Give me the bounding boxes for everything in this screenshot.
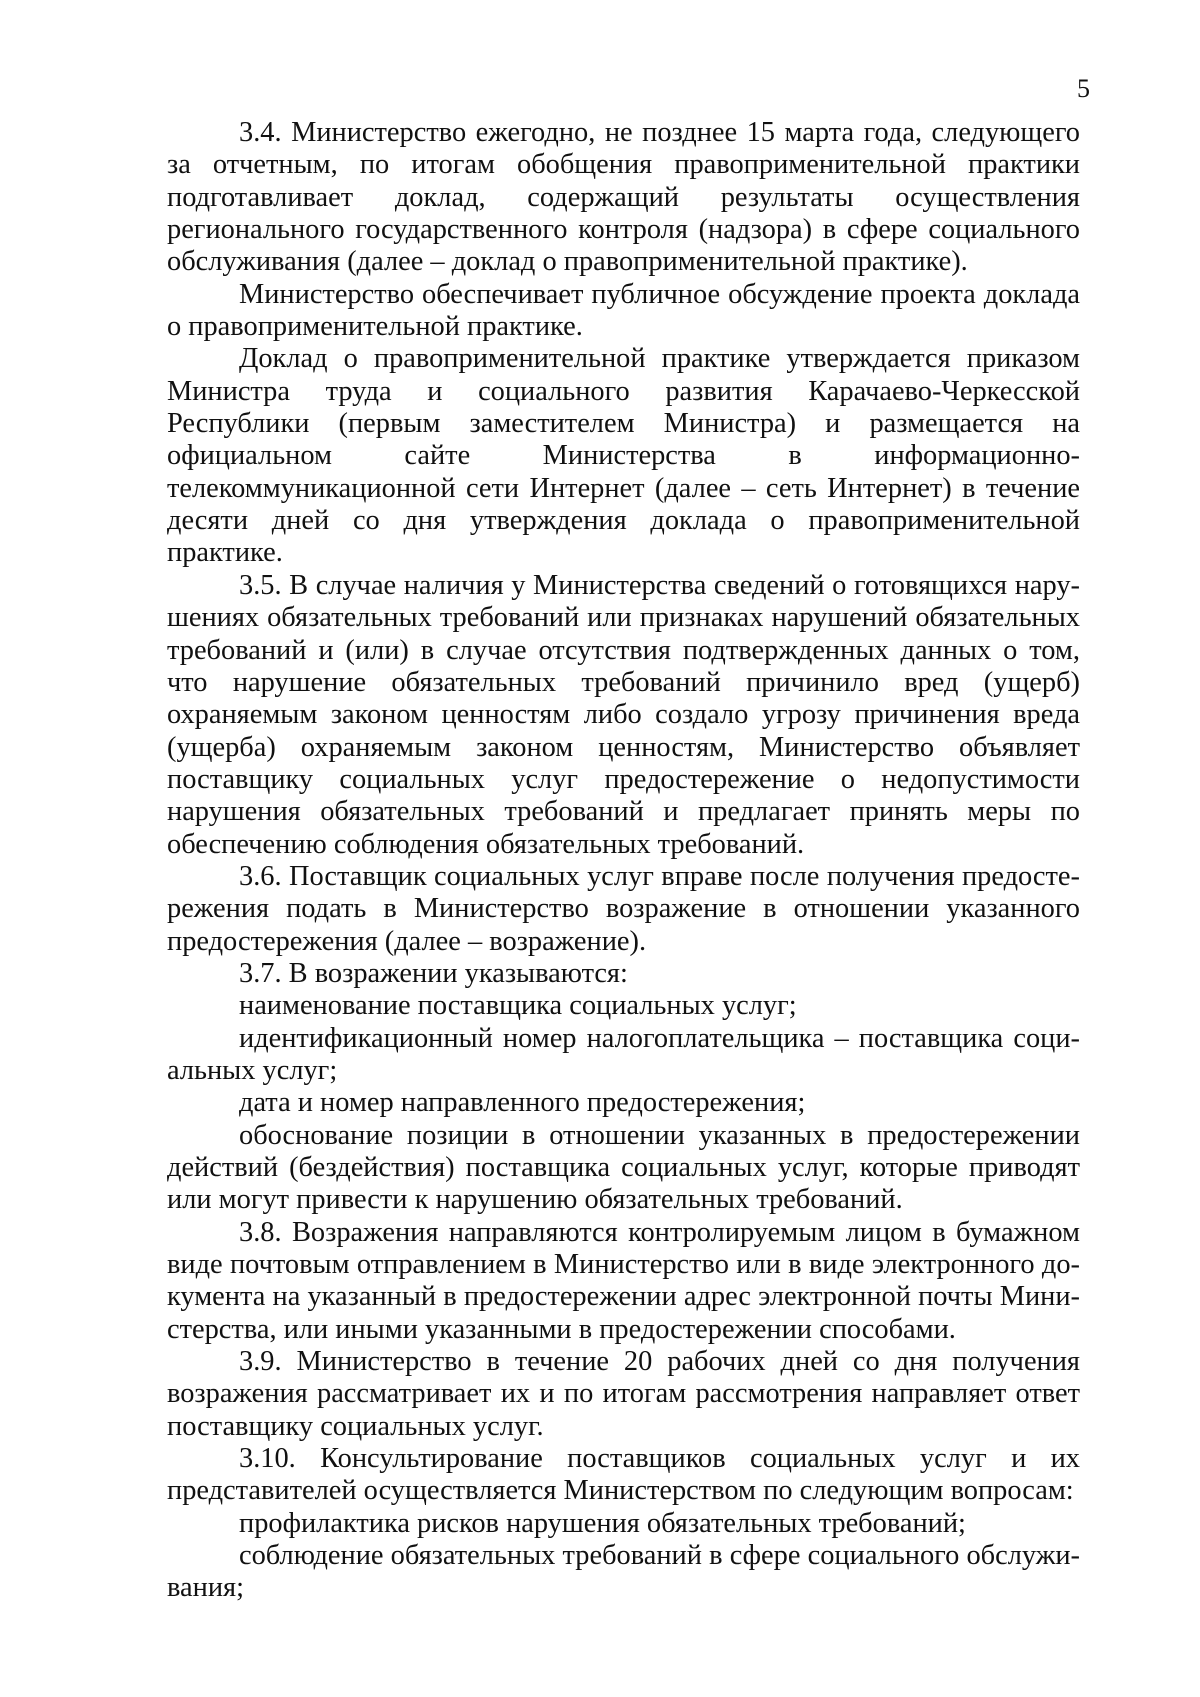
paragraph-3-10: 3.10. Консультирование поставщиков социальных услуг и их представителей осуществляется Министерством по следующим вопросам:	[167, 1443, 1080, 1507]
list-item-position-justification: обоснование позиции в отношении указанных в предостережении действий (бездействия) поставщика социальных услуг, которые приводят или могут привести к нарушению обязательных требований.	[167, 1119, 1080, 1216]
paragraph-3-4: 3.4. Министерство ежегодно, не позднее 15 марта года, следующего за отчетным, по итогам обобщения правоприменительной практики подготавливает доклад, содержащий результаты осуществления регионального государственного контроля (надзора) в сфере социального обслуживания (далее – доклад о правоприменительной практике).	[167, 117, 1080, 278]
list-item-taxpayer-number: идентификационный номер налогоплательщика – поставщика социальных услуг;	[167, 1022, 1080, 1086]
paragraph-3-5: 3.5. В случае наличия у Министерства сведений о готовящихся нарушениях обязательных требований или признаках нарушений обязательных требований и (или) в случае отсутствия подтвержденных данных о том, что нарушение обязательных требований причинило вред (ущерб) охраняемым законом ценностям либо создало угрозу причинения вреда (ущерба) охраняемым законом ценностям, Министерство объявляет поставщику социальных услуг предостережение о недопустимости нарушения обязательных требований и предлагает принять меры по обеспечению соблюдения обязательных требований.	[167, 569, 1080, 860]
list-item-compliance: соблюдение обязательных требований в сфере социального обслуживания;	[167, 1540, 1080, 1604]
document-body	[167, 117, 1080, 1605]
list-item-provider-name: наименование поставщика социальных услуг;	[239, 990, 797, 1022]
list-item-warning-date: дата и номер направленного предостережения;	[239, 1087, 806, 1119]
paragraph-3-7: 3.7. В возражении указываются:	[239, 957, 628, 989]
paragraph-report-approval: Доклад о правоприменительной практике утверждается приказом Министра труда и социального развития Карачаево-Черкесской Республики (первым заместителем Министра) и размещается на официальном сайте Министерства в информационно-телекоммуникационной сети Интернет (далее – сеть Интернет) в течение десяти дней со дня утверждения доклада о правоприменительной практике.	[167, 343, 1080, 569]
list-item-risk-prevention: профилактика рисков нарушения обязательных требований;	[239, 1507, 966, 1539]
paragraph-3-9: 3.9. Министерство в течение 20 рабочих дней со дня получения возражения рассматривает их и по итогам рассмотрения направляет ответ поставщику социальных услуг.	[167, 1346, 1080, 1442]
paragraph-public-discussion: Министерство обеспечивает публичное обсуждение проекта доклада о правоприменительной практике.	[167, 278, 1080, 343]
paragraph-3-8: 3.8. Возражения направляются контролируемым лицом в бумажном виде почтовым отправлением в Министерство или в виде электронного документа на указанный в предостережении адрес электронной почты Министерства, или иными указанными в предостережении способами.	[167, 1216, 1080, 1345]
paragraph-3-6: 3.6. Поставщик социальных услуг вправе после получения предостережения подать в Министерство возражение в отношении указанного предостережения (далее – возражение).	[167, 860, 1080, 957]
page-number: 5	[1077, 74, 1090, 103]
